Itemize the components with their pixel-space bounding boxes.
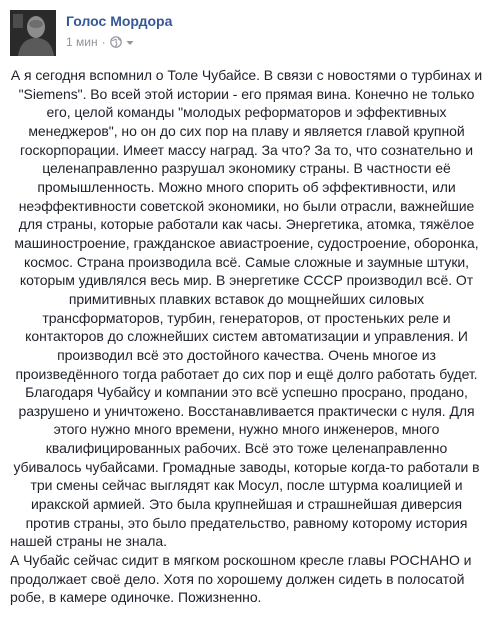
- globe-icon[interactable]: [110, 36, 122, 48]
- post-text-line: для страны, которые работали как часы. Энергетика, атомка, тяжёлое: [18, 216, 475, 233]
- post-text-line: "Siemens". Во всей этой истории - его прямая вина. Конечно не только: [18, 85, 475, 102]
- post-text-line: продолжает своё дело. Хотя по хорошему должен сидеть в полосатой: [10, 570, 465, 587]
- post-text-line: робе, в камере одиночке. Пожизненно.: [10, 589, 262, 606]
- post-text-line: промышленность. Можно много спорить об эффективности, или: [37, 178, 456, 195]
- post-text-line: три смены сейчас выглядят как Мосул, после штурма коалицией и: [30, 477, 463, 494]
- timestamp-link[interactable]: 1 мин: [66, 35, 98, 49]
- avatar-image: [10, 10, 56, 56]
- post-meta: [66, 35, 135, 49]
- post-text: [10, 66, 483, 607]
- post-text-line: производил всё это достойного качества. Очень многое из: [57, 346, 436, 363]
- chevron-down-icon[interactable]: [125, 37, 135, 47]
- avatar[interactable]: [10, 10, 56, 56]
- meta-separator: ·: [101, 35, 106, 49]
- post-text-line: трансформаторов, турбин, генераторов, от простеньких реле и: [42, 309, 451, 326]
- post-text-line: целенаправленно разрушал экономику страны. В частности её: [42, 160, 451, 177]
- post-text-line: контакторов до сложнейших систем автоматизации и управления. И: [25, 328, 468, 345]
- post-text-line: против страны, это было предательство, равному которому история: [25, 514, 468, 531]
- post-text-line: А Чубайс сейчас сидит в мягком роскошном кресле главы РОСНАНО и: [10, 552, 472, 569]
- post-text-line: этого нужно много времени, нужно много инженеров, много: [53, 421, 440, 438]
- post-text-line: Благодаря Чубайсу и компании это всё успешно просрано, продано,: [25, 384, 468, 401]
- post-text-line: нашей страны не знала.: [10, 533, 168, 550]
- post-header: [10, 10, 480, 56]
- post-text-line: квалифицированных рабочих. Всё это тоже целенаправленно: [45, 440, 448, 457]
- post-text-line: которым удивлялся весь мир. В энергетике СССР производил всё. От: [19, 272, 474, 289]
- post-text-line: убивалось чубайсами. Громадные заводы, которые когда-то работали в: [13, 458, 480, 475]
- post-text-line: госкорпорации. Имеет массу наград. За что? За то, что сознательно и: [19, 141, 473, 158]
- post-text-line: А я сегодня вспомнил о Толе Чубайсе. В связи с новостями о турбинах и: [10, 67, 483, 83]
- author-name-link[interactable]: Голос Мордора: [66, 13, 173, 29]
- post-text-line: неэффективности советской экономики, но были отрасли, важнейшие: [18, 197, 475, 214]
- post-text-line: его, целой команды "молодых реформаторов и эффективных: [46, 104, 447, 121]
- post-text-line: разрушено и уничтожено. Восстанавливается практически с нуля. Для: [18, 402, 475, 419]
- post-text-line: менеджеров", но он до сих пор на плаву и является главой крупной: [28, 122, 465, 139]
- post-text-line: примитивных плавких вставок до мощнейших силовых: [68, 290, 425, 307]
- post-text-line: произведённого тогда работает до сих пор и ещё долго работать будет.: [15, 365, 478, 382]
- post-text-line: иракской армией. Это была крупнейшая и страшнейшая диверсия: [31, 496, 462, 513]
- post-text-line: космос. Страна производила всё. Самые сложные и заумные штуки,: [23, 253, 470, 270]
- post-text-line: машиностроение, гражданское авиастроение, судостроение, оборонка,: [14, 234, 479, 251]
